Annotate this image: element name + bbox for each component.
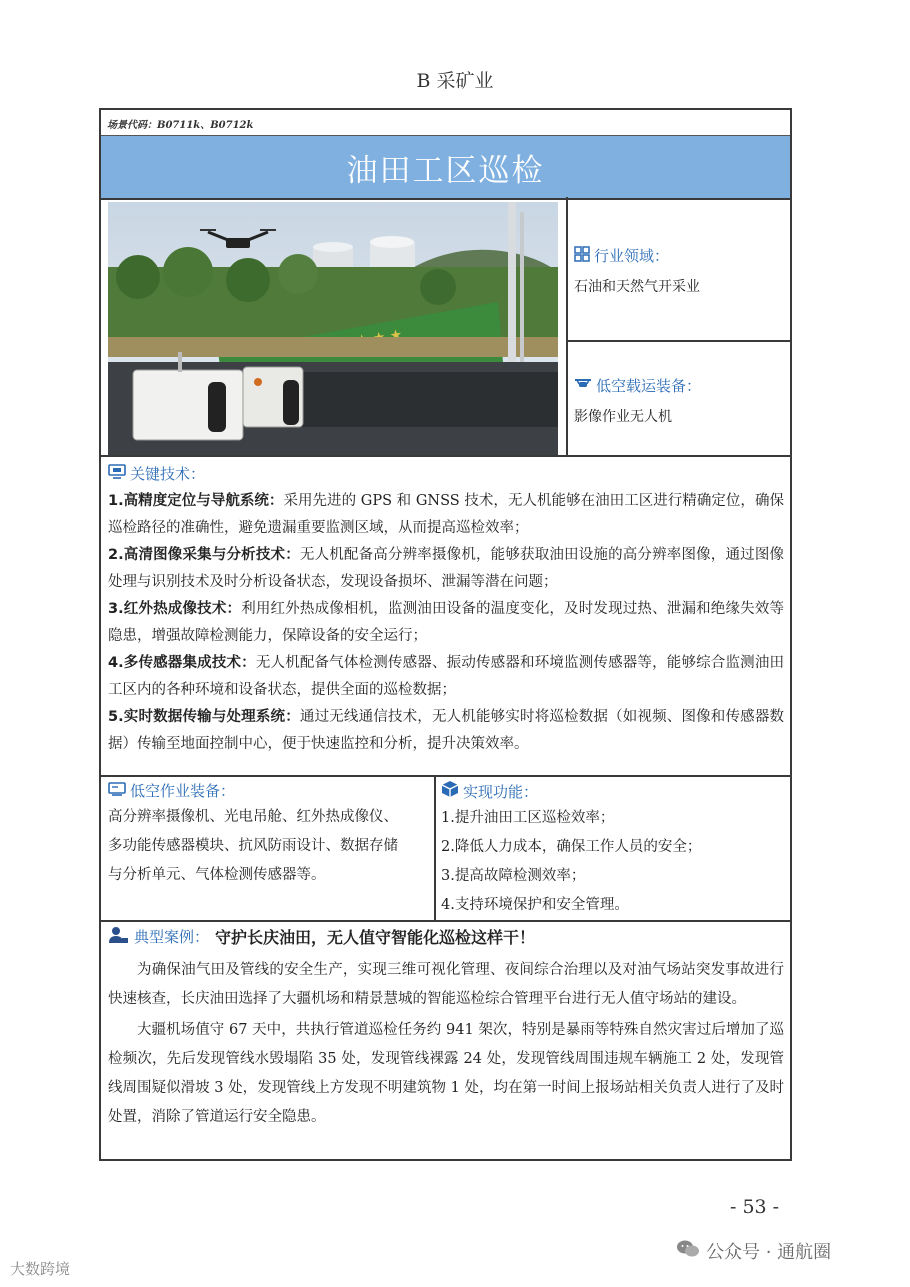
equipment-heading [574,375,701,396]
divider [101,775,790,777]
equipment-box [568,342,790,455]
watermark-left: 大数跨境 [10,1260,71,1278]
case-paragraph: 为确保油气田及管线的安全生产，实现三维可视化管理、夜间综合治理以及对油气场站突发事故进行快速核查，长庆油田选择了大疆机场和精景慧城的智能巡检综合管理平台进行无人值守场站的建设。 [108,962,784,1007]
equipment-value: 影像作业无人机 [574,409,672,425]
scenario-card [99,108,792,1161]
case-label: 典型案例： [134,928,210,946]
function-item: 1.提升油田工区巡检效率； [441,810,615,826]
tech-item: 1.高精度定位与导航系统：采用先进的 GPS 和 GNSS 技术，无人机能够在油田工区进行精确定位，确保巡检路径的准确性，避免遗漏重要监测区域，从而提高巡检效率； [108,493,784,536]
user-icon [108,926,128,948]
ops-equipment-label: 低空作业装备： [130,782,236,800]
monitor-icon [108,464,126,484]
functions-heading [441,780,781,802]
industry-label: 行业领域： [594,247,670,265]
ops-equipment-line: 与分析单元、气体检测传感器等。 [108,867,326,883]
divider [434,776,436,920]
page-number: - 53 - [730,1196,780,1218]
scene-code: 场景代码：B0711k、B0712k [107,120,254,131]
tech-item: 5.实时数据传输与处理系统：通过无线通信技术，无人机能够实时将巡检数据（如视频、图像和传感器数据）传输至地面控制中心，便于快速监控和分析，提升决策效率。 [108,709,784,752]
case-paragraph: 大疆机场值守 67 天中，共执行管道巡检任务约 941 架次，特别是暴雨等特殊自然灾害过后增加了巡检频次，先后发现管线水毁塌陷 35 处，发现管线裸露 24 处，发现管线周围违规车辆施工 2 处，发现管线周围疑似滑坡 3 处，发现管线上方发现不明建筑物 1 处，均在第一时间上报场站相关负责人进行了及时处置，消除了管道运行安全隐患。 [108,1022,784,1125]
functions-label: 实现功能： [463,782,539,801]
divider [101,455,790,457]
tech-item: 2.高清图像采集与分析技术：无人机配备高分辨率摄像机，能够获取油田设施的高分辨率图像，通过图像处理与识别技术及时分析设备状态，发现设备损坏、泄漏等潜在问题； [108,547,784,590]
watermark-right-text: 公众号 · 通航圈 [706,1242,832,1263]
camera-icon [108,781,126,801]
functions-section [441,780,781,920]
grid-icon [574,246,590,266]
key-tech-heading [108,463,784,484]
function-item: 2.降低人力成本，确保工作人员的安全； [441,839,702,855]
case-heading [108,925,784,948]
ops-equipment-section [108,780,428,890]
equipment-label: 低空载运装备： [596,377,702,395]
card-title: 油田工区巡检 [346,152,545,189]
watermark-wechat [676,1238,831,1264]
case-title: 守护长庆油田，无人值守智能化巡检这样干！ [215,928,536,947]
wechat-icon [676,1239,700,1264]
industry-box [568,197,790,342]
industry-value: 石油和天然气开采业 [574,279,700,295]
ops-equipment-heading [108,780,428,801]
tech-item: 3.红外热成像技术：利用红外热成像相机，监测油田设备的温度变化，及时发现过热、泄漏和绝缘失效等隐患，增强故障检测能力，保障设备的安全运行； [108,601,784,644]
case-section [108,925,784,1132]
cube-icon [441,780,459,802]
key-tech-section [108,463,784,758]
page-header: B 采矿业 [416,70,494,92]
tech-item: 4.多传感器集成技术：无人机配备气体检测传感器、振动传感器和环境监测传感器等，能够综合监测油田工区内的各种环境和设备状态，提供全面的巡检数据； [108,655,784,698]
divider [101,920,790,922]
function-item: 4.支持环境保护和安全管理。 [441,897,629,913]
function-item: 3.提高故障检测效率； [441,868,586,884]
ops-equipment-line: 多功能传感器模块、抗风防雨设计、数据存储 [108,838,398,854]
industry-heading [574,245,700,266]
title-bar [101,135,790,200]
ops-equipment-line: 高分辨率摄像机、光电吊舱、红外热成像仪、 [108,809,398,825]
drone-photo-illustration [108,202,558,456]
drone-icon [574,377,592,395]
key-tech-label: 关键技术： [130,465,206,483]
drone-photo [108,202,558,456]
